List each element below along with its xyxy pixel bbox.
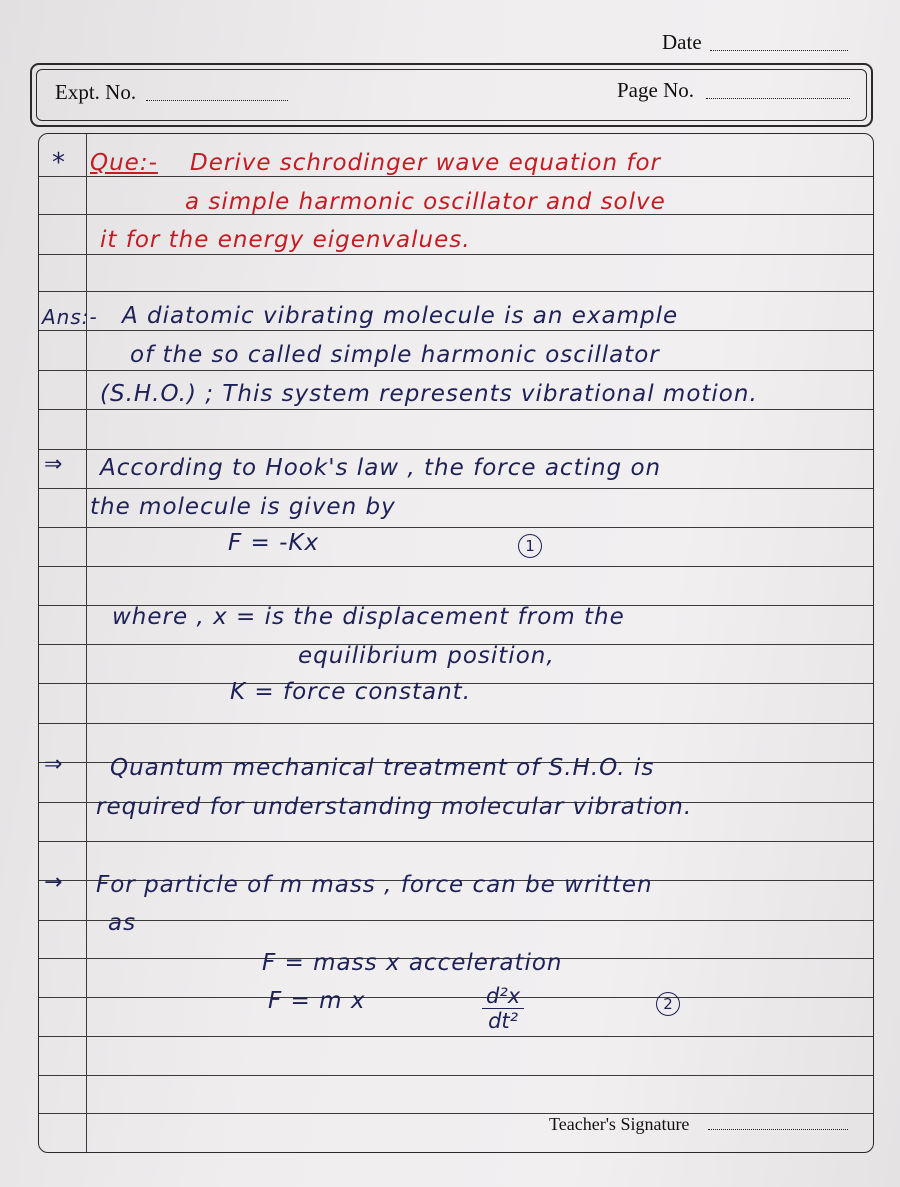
ruled-line: [39, 841, 873, 842]
teacher-signature-label: Teacher's Signature: [549, 1114, 690, 1134]
answer-line-1: A diatomic vibrating molecule is an example: [122, 303, 679, 329]
arrow-icon: ⇒: [44, 452, 63, 477]
page-no-label: Page No.: [617, 78, 694, 102]
page-no-field-line: [706, 98, 850, 99]
ruled-line: [39, 370, 873, 371]
where-line: where , x = is the displacement from the: [112, 604, 625, 630]
date-label: Date: [662, 30, 702, 54]
margin-line: [86, 134, 87, 1152]
question-line-3: it for the energy eigenvalues.: [100, 227, 471, 253]
ruled-line: [39, 488, 873, 489]
quantum-line-1: Quantum mechanical treatment of S.H.O. is: [110, 755, 655, 781]
ruled-line: [39, 997, 873, 998]
ruled-line: [39, 1036, 873, 1037]
ruled-line: [39, 409, 873, 410]
where-line-2: equilibrium position,: [298, 643, 555, 669]
equation-number-1: 1: [518, 534, 542, 558]
quantum-line-2: required for understanding molecular vibration.: [96, 794, 693, 820]
question-line-1: Derive schrodinger wave equation for: [190, 150, 661, 176]
header-box: [30, 63, 873, 127]
teacher-signature-line: [708, 1129, 848, 1130]
hooke-equation: F = -Kx: [228, 530, 320, 556]
arrow-icon: →: [44, 870, 63, 895]
ruled-line: [39, 920, 873, 921]
second-derivative-fraction: [482, 984, 524, 1033]
ruled-line: [39, 254, 873, 255]
date-field-line: [710, 50, 848, 51]
ruled-line: [39, 176, 873, 177]
expt-no-field-line: [146, 100, 288, 101]
ruled-line: [39, 566, 873, 567]
expt-no-label: Expt. No.: [55, 80, 137, 104]
arrow-icon: ⇒: [44, 752, 63, 777]
ruled-line: [39, 527, 873, 528]
particle-line-1: For particle of m mass , force can be written: [96, 872, 653, 898]
ruled-line: [39, 1113, 873, 1114]
hooke-line-2: the molecule is given by: [90, 494, 396, 520]
ruled-line: [39, 449, 873, 450]
question-line-2: a simple harmonic oscillator and solve: [185, 189, 666, 215]
ruled-line: [39, 291, 873, 292]
equation-number-2: 2: [656, 992, 680, 1016]
force-constant-line: K = force constant.: [230, 679, 472, 705]
force-equation-2: F = m x: [268, 988, 366, 1014]
question-star-marker: *: [52, 148, 65, 178]
ruled-line: [39, 330, 873, 331]
answer-line-3: (S.H.O.) ; This system represents vibrational motion.: [100, 381, 758, 407]
ruled-line: [39, 723, 873, 724]
answer-line-2: of the so called simple harmonic oscillator: [130, 342, 660, 368]
question-prefix: Que:-: [90, 150, 158, 176]
ruled-line: [39, 1075, 873, 1076]
particle-line-2: as: [108, 910, 137, 936]
force-equation-1: F = mass x acceleration: [262, 950, 563, 976]
hooke-line-1: According to Hook's law , the force acting on: [100, 455, 662, 481]
fraction-denominator: dt²: [488, 1009, 519, 1033]
fraction-numerator: d²x: [482, 984, 524, 1009]
answer-prefix: Ans:-: [42, 305, 98, 329]
